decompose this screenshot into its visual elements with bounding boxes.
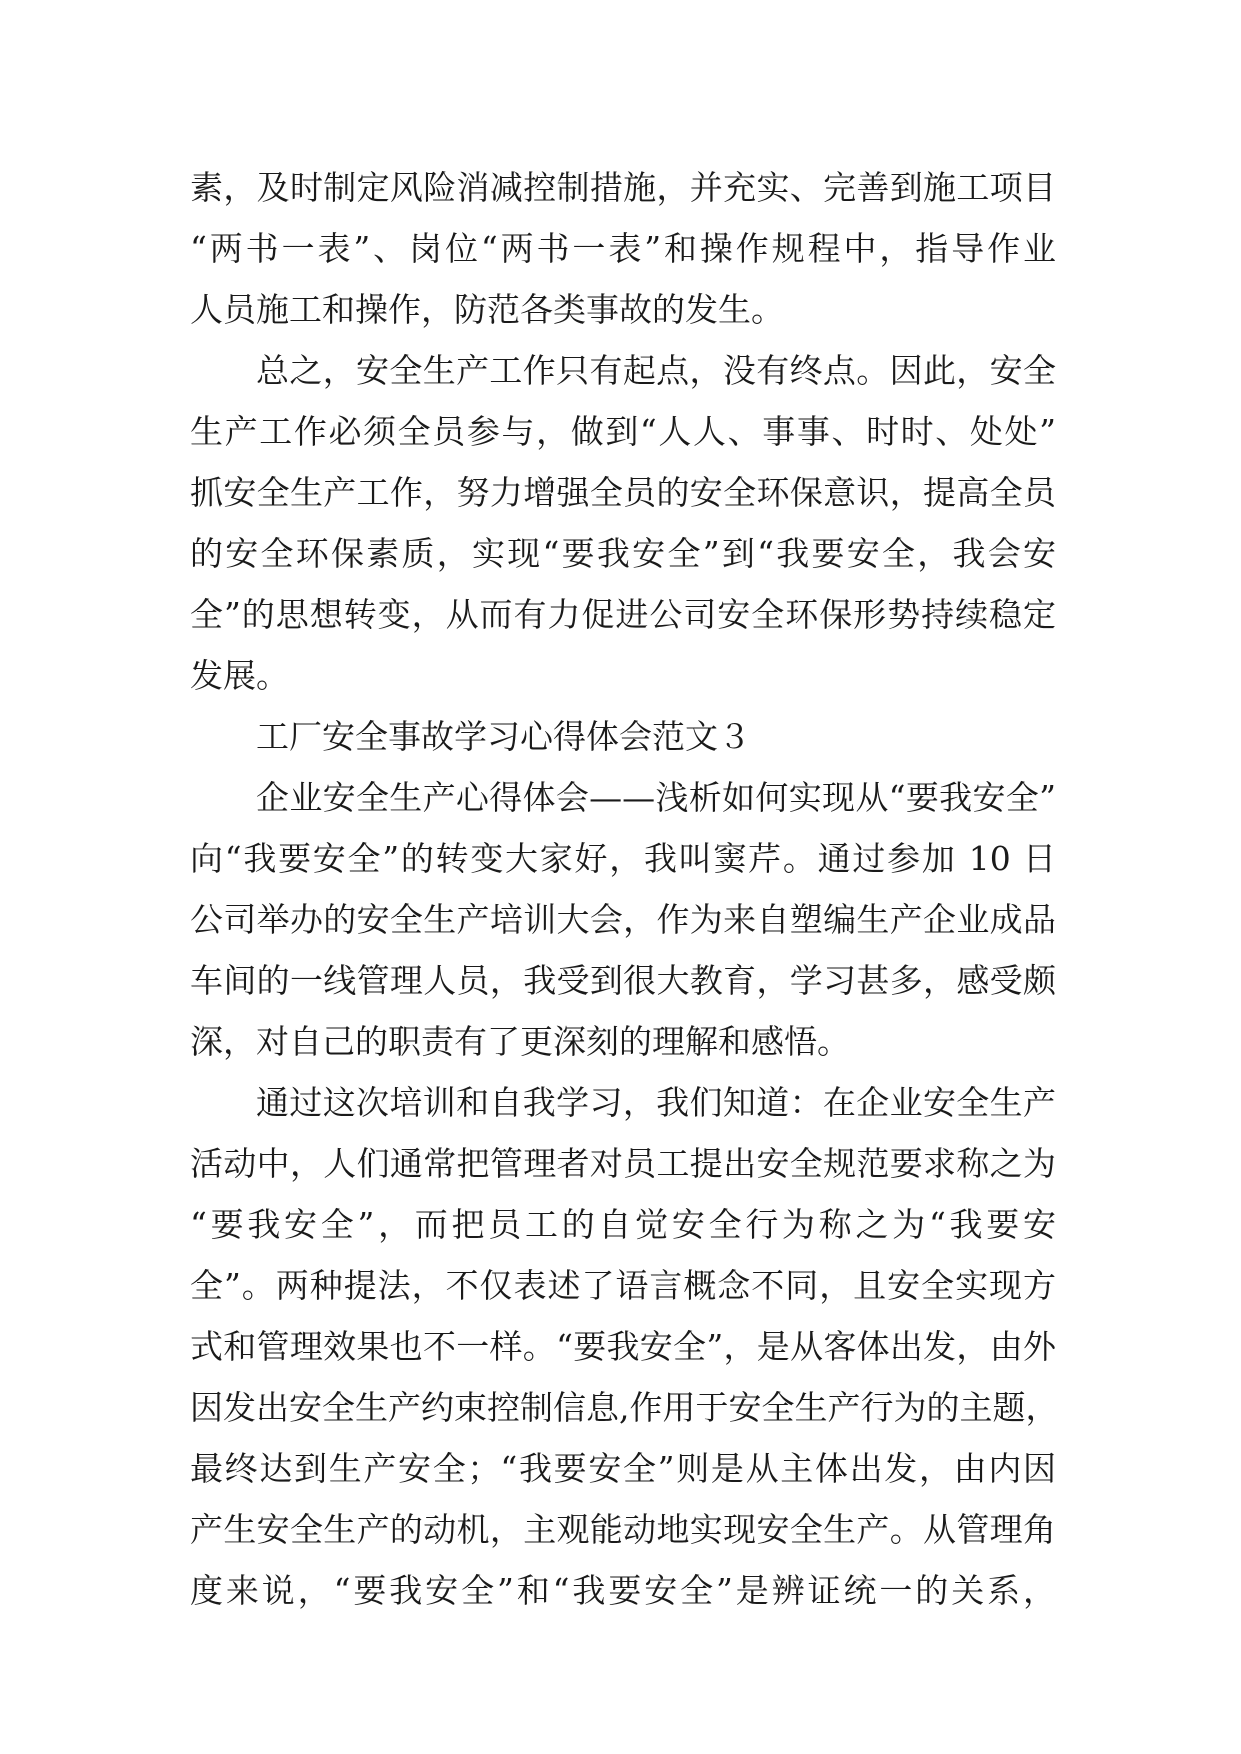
- paragraph-line: 因发出安全生产约束控制信息,作用于安全生产行为的主题，: [190, 1388, 1059, 1427]
- paragraph-line: 通过这次培训和自我学习，我们知道：在企业安全生产: [256, 1083, 1056, 1122]
- paragraph-line: 总之，安全生产工作只有起点，没有终点。因此，安全: [256, 351, 1056, 390]
- section-heading: 工厂安全事故学习心得体会范文３: [256, 717, 751, 756]
- paragraph-line: 度来说，“要我安全”和“我要安全”是辨证统一的关系，: [190, 1571, 1056, 1610]
- paragraph-line: 人员施工和操作，防范各类事故的发生。: [190, 290, 784, 329]
- paragraph-line: 企业安全生产心得体会——浅析如何实现从“要我安全”: [256, 778, 1056, 817]
- paragraph-line: 深，对自己的职责有了更深刻的理解和感悟。: [190, 1022, 850, 1061]
- paragraph-line: 车间的一线管理人员，我受到很大教育，学习甚多，感受颇: [190, 961, 1056, 1000]
- paragraph-line: 全”的思想转变，从而有力促进公司安全环保形势持续稳定: [190, 595, 1056, 634]
- paragraph-line: 公司举办的安全生产培训大会，作为来自塑编生产企业成品: [190, 900, 1056, 939]
- paragraph-line: “要我安全”，而把员工的自觉安全行为称之为“我要安: [190, 1205, 1056, 1244]
- paragraph-line: “两书一表”、岗位“两书一表”和操作规程中，指导作业: [190, 229, 1056, 268]
- paragraph-line: 产生安全生产的动机，主观能动地实现安全生产。从管理角: [190, 1510, 1056, 1549]
- paragraph-line: 的安全环保素质，实现“要我安全”到“我要安全，我会安: [190, 534, 1056, 573]
- paragraph-line: 生产工作必须全员参与，做到“人人、事事、时时、处处”: [190, 412, 1056, 451]
- paragraph-line: 活动中，人们通常把管理者对员工提出安全规范要求称之为: [190, 1144, 1056, 1183]
- paragraph-line: 全”。两种提法，不仅表述了语言概念不同，且安全实现方: [190, 1266, 1056, 1305]
- paragraph-line: 发展。: [190, 656, 289, 695]
- paragraph-line: 素，及时制定风险消减控制措施，并充实、完善到施工项目: [190, 168, 1056, 207]
- paragraph-line: 式和管理效果也不一样。“要我安全”，是从客体出发，由外: [190, 1327, 1056, 1366]
- paragraph-line: 向“我要安全”的转变大家好，我叫窦芹。通过参加 10 日: [190, 839, 1056, 878]
- paragraph-line: 抓安全生产工作，努力增强全员的安全环保意识，提高全员: [190, 473, 1056, 512]
- paragraph-line: 最终达到生产安全；“我要安全”则是从主体出发，由内因: [190, 1449, 1056, 1488]
